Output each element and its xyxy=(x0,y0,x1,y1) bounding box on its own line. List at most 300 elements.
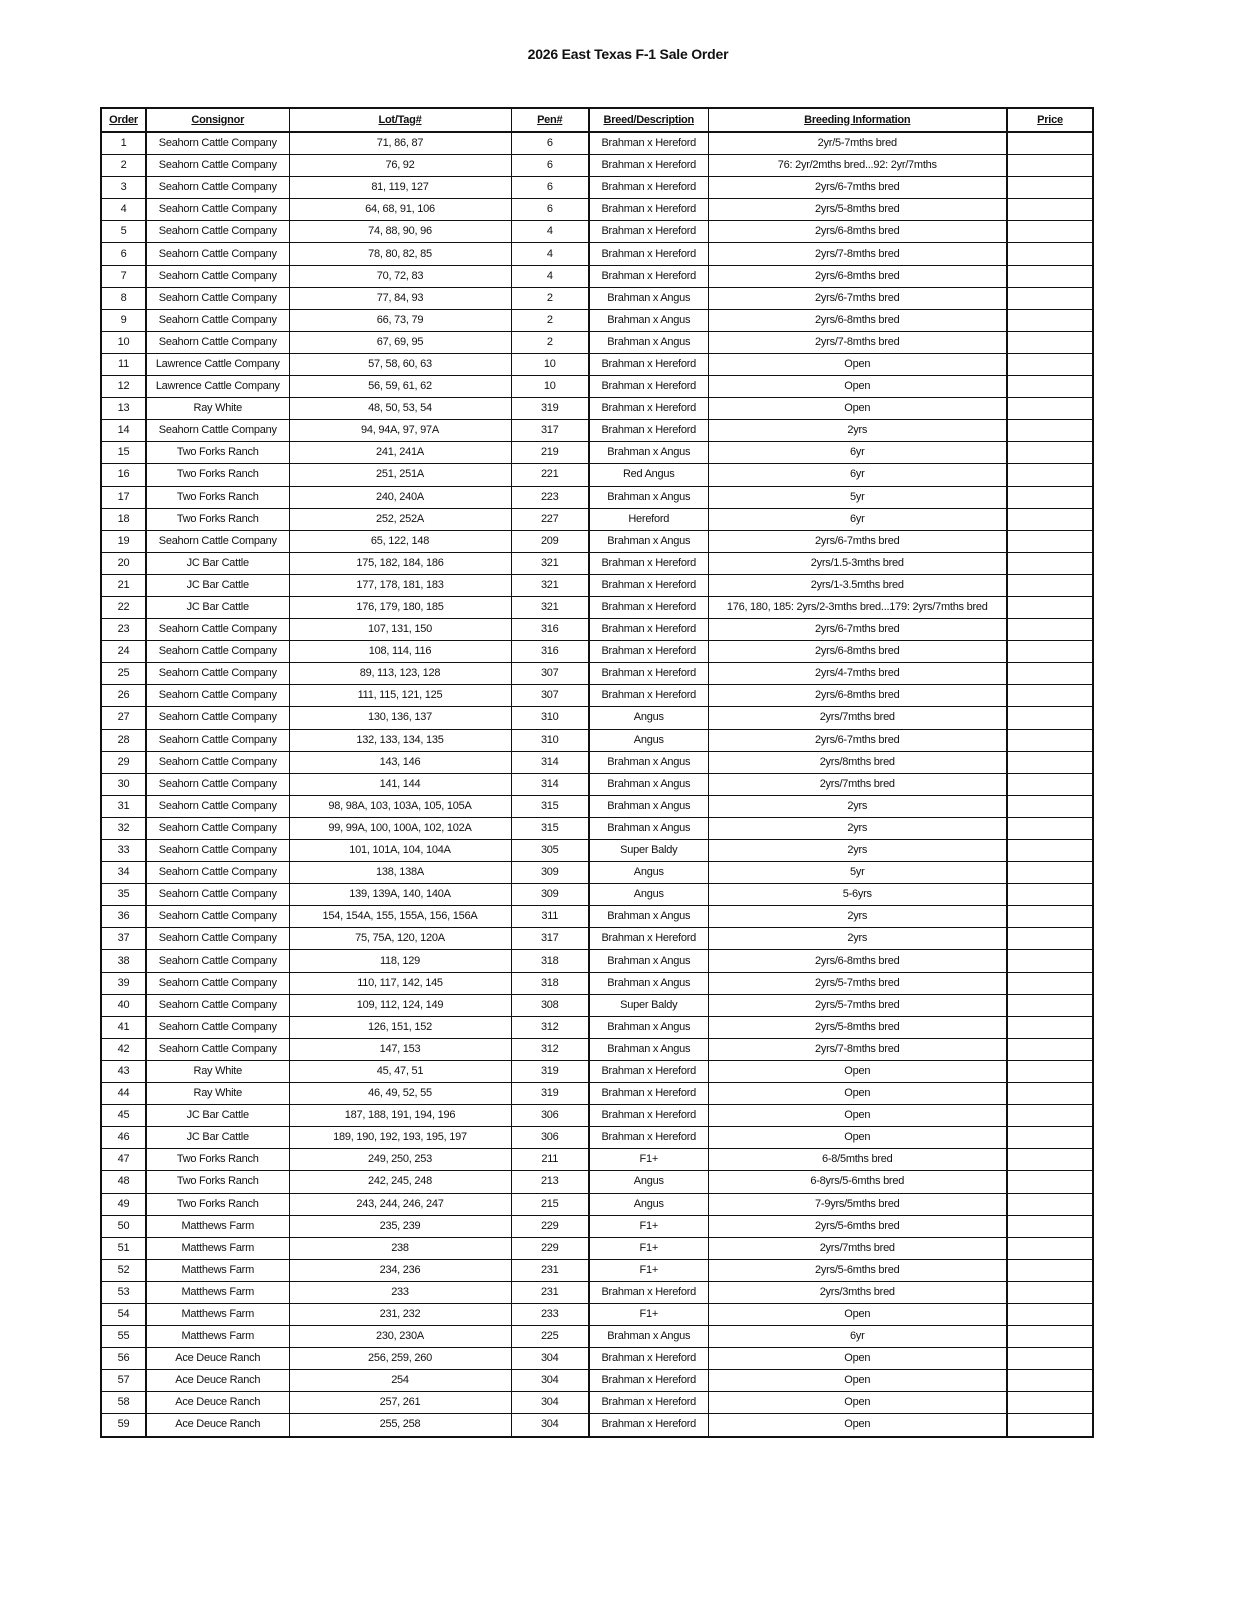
cell-consignor: Seahorn Cattle Company xyxy=(146,530,289,552)
table-row xyxy=(101,950,1093,972)
cell-pen: 315 xyxy=(511,795,589,817)
cell-price xyxy=(1007,950,1093,972)
cell-consignor: Matthews Farm xyxy=(146,1237,289,1259)
cell-lot-tag: 242, 245, 248 xyxy=(289,1171,511,1193)
cell-lot-tag: 109, 112, 124, 149 xyxy=(289,994,511,1016)
cell-consignor: JC Bar Cattle xyxy=(146,596,289,618)
cell-order: 15 xyxy=(101,442,146,464)
cell-consignor: Seahorn Cattle Company xyxy=(146,1016,289,1038)
cell-lot-tag: 78, 80, 82, 85 xyxy=(289,243,511,265)
table-row xyxy=(101,1303,1093,1325)
cell-order: 28 xyxy=(101,729,146,751)
cell-pen: 304 xyxy=(511,1392,589,1414)
cell-breeding-information: 2yrs/5-8mths bred xyxy=(708,1016,1007,1038)
cell-breeding-information: 2yrs/6-7mths bred xyxy=(708,729,1007,751)
cell-breed-description: Brahman x Hereford xyxy=(589,641,708,663)
cell-breeding-information: 76: 2yr/2mths bred...92: 2yr/7mths xyxy=(708,155,1007,177)
cell-breeding-information: 2yrs/8mths bred xyxy=(708,751,1007,773)
cell-consignor: Seahorn Cattle Company xyxy=(146,243,289,265)
cell-consignor: Two Forks Ranch xyxy=(146,486,289,508)
cell-order: 58 xyxy=(101,1392,146,1414)
cell-breed-description: Brahman x Hereford xyxy=(589,221,708,243)
cell-breed-description: Angus xyxy=(589,1171,708,1193)
table-row xyxy=(101,972,1093,994)
cell-breeding-information: 2yrs/7-8mths bred xyxy=(708,331,1007,353)
cell-pen: 6 xyxy=(511,155,589,177)
cell-pen: 314 xyxy=(511,773,589,795)
cell-price xyxy=(1007,707,1093,729)
cell-order: 39 xyxy=(101,972,146,994)
cell-consignor: Matthews Farm xyxy=(146,1215,289,1237)
cell-pen: 225 xyxy=(511,1326,589,1348)
table-row xyxy=(101,552,1093,574)
cell-pen: 6 xyxy=(511,199,589,221)
cell-breed-description: Brahman x Angus xyxy=(589,486,708,508)
cell-order: 41 xyxy=(101,1016,146,1038)
cell-breed-description: Brahman x Angus xyxy=(589,751,708,773)
cell-lot-tag: 243, 244, 246, 247 xyxy=(289,1193,511,1215)
cell-consignor: Ray White xyxy=(146,1083,289,1105)
table-row xyxy=(101,884,1093,906)
cell-consignor: Seahorn Cattle Company xyxy=(146,994,289,1016)
table-row xyxy=(101,1193,1093,1215)
cell-price xyxy=(1007,862,1093,884)
cell-pen: 308 xyxy=(511,994,589,1016)
cell-price xyxy=(1007,1193,1093,1215)
cell-breed-description: Angus xyxy=(589,884,708,906)
cell-lot-tag: 241, 241A xyxy=(289,442,511,464)
cell-pen: 317 xyxy=(511,420,589,442)
cell-pen: 209 xyxy=(511,530,589,552)
cell-order: 47 xyxy=(101,1149,146,1171)
cell-consignor: Seahorn Cattle Company xyxy=(146,331,289,353)
cell-breed-description: Brahman x Hereford xyxy=(589,398,708,420)
cell-order: 5 xyxy=(101,221,146,243)
cell-price xyxy=(1007,795,1093,817)
cell-breeding-information: Open xyxy=(708,353,1007,375)
cell-consignor: Seahorn Cattle Company xyxy=(146,884,289,906)
table-row xyxy=(101,619,1093,641)
cell-breeding-information: 2yrs/6-8mths bred xyxy=(708,309,1007,331)
cell-price xyxy=(1007,1171,1093,1193)
cell-order: 12 xyxy=(101,376,146,398)
cell-lot-tag: 110, 117, 142, 145 xyxy=(289,972,511,994)
table-row xyxy=(101,309,1093,331)
table-row xyxy=(101,707,1093,729)
cell-price xyxy=(1007,331,1093,353)
cell-consignor: Seahorn Cattle Company xyxy=(146,972,289,994)
cell-order: 9 xyxy=(101,309,146,331)
cell-breed-description: Brahman x Angus xyxy=(589,906,708,928)
cell-breed-description: Brahman x Angus xyxy=(589,530,708,552)
cell-breeding-information: 2yrs/6-7mths bred xyxy=(708,530,1007,552)
table-row xyxy=(101,596,1093,618)
cell-breed-description: Super Baldy xyxy=(589,840,708,862)
cell-lot-tag: 67, 69, 95 xyxy=(289,331,511,353)
cell-consignor: Two Forks Ranch xyxy=(146,442,289,464)
cell-breed-description: Brahman x Hereford xyxy=(589,376,708,398)
cell-breeding-information: 2yrs/6-7mths bred xyxy=(708,287,1007,309)
cell-pen: 307 xyxy=(511,663,589,685)
cell-price xyxy=(1007,1060,1093,1082)
cell-lot-tag: 176, 179, 180, 185 xyxy=(289,596,511,618)
cell-breed-description: F1+ xyxy=(589,1237,708,1259)
cell-breeding-information: 2yrs/5-7mths bred xyxy=(708,994,1007,1016)
cell-breeding-information: 2yrs/1.5-3mths bred xyxy=(708,552,1007,574)
cell-breed-description: Brahman x Hereford xyxy=(589,420,708,442)
cell-order: 6 xyxy=(101,243,146,265)
cell-breeding-information: 2yrs/6-8mths bred xyxy=(708,221,1007,243)
cell-breed-description: Brahman x Hereford xyxy=(589,1370,708,1392)
cell-lot-tag: 187, 188, 191, 194, 196 xyxy=(289,1105,511,1127)
cell-price xyxy=(1007,641,1093,663)
cell-consignor: Ray White xyxy=(146,1060,289,1082)
cell-breeding-information: 2yrs/4-7mths bred xyxy=(708,663,1007,685)
cell-breed-description: Brahman x Hereford xyxy=(589,155,708,177)
cell-pen: 304 xyxy=(511,1414,589,1437)
cell-lot-tag: 249, 250, 253 xyxy=(289,1149,511,1171)
cell-consignor: Seahorn Cattle Company xyxy=(146,641,289,663)
cell-consignor: Seahorn Cattle Company xyxy=(146,132,289,155)
cell-breeding-information: 2yrs/7mths bred xyxy=(708,1237,1007,1259)
cell-lot-tag: 141, 144 xyxy=(289,773,511,795)
table-body xyxy=(101,132,1093,1437)
cell-pen: 306 xyxy=(511,1105,589,1127)
cell-price xyxy=(1007,552,1093,574)
cell-pen: 309 xyxy=(511,862,589,884)
cell-lot-tag: 108, 114, 116 xyxy=(289,641,511,663)
cell-lot-tag: 257, 261 xyxy=(289,1392,511,1414)
cell-breed-description: Brahman x Hereford xyxy=(589,928,708,950)
cell-pen: 306 xyxy=(511,1127,589,1149)
table-row xyxy=(101,1215,1093,1237)
table-row xyxy=(101,331,1093,353)
cell-consignor: JC Bar Cattle xyxy=(146,574,289,596)
cell-order: 44 xyxy=(101,1083,146,1105)
cell-lot-tag: 81, 119, 127 xyxy=(289,177,511,199)
cell-breed-description: Brahman x Angus xyxy=(589,1038,708,1060)
table-row xyxy=(101,420,1093,442)
cell-pen: 211 xyxy=(511,1149,589,1171)
document-title: 2026 East Texas F-1 Sale Order xyxy=(527,46,729,62)
cell-breeding-information: 2yrs/7-8mths bred xyxy=(708,1038,1007,1060)
cell-consignor: Seahorn Cattle Company xyxy=(146,619,289,641)
table-row xyxy=(101,1149,1093,1171)
cell-price xyxy=(1007,508,1093,530)
cell-lot-tag: 101, 101A, 104, 104A xyxy=(289,840,511,862)
cell-order: 55 xyxy=(101,1326,146,1348)
table-row xyxy=(101,751,1093,773)
cell-breeding-information: 5yr xyxy=(708,486,1007,508)
cell-lot-tag: 154, 154A, 155, 155A, 156, 156A xyxy=(289,906,511,928)
table-row xyxy=(101,994,1093,1016)
cell-price xyxy=(1007,132,1093,155)
cell-breeding-information: 2yrs/5-6mths bred xyxy=(708,1215,1007,1237)
cell-breeding-information: 2yrs/7-8mths bred xyxy=(708,243,1007,265)
cell-breeding-information: 2yrs/6-8mths bred xyxy=(708,685,1007,707)
cell-pen: 318 xyxy=(511,950,589,972)
cell-pen: 231 xyxy=(511,1281,589,1303)
cell-price xyxy=(1007,420,1093,442)
cell-pen: 319 xyxy=(511,1060,589,1082)
table-row xyxy=(101,1060,1093,1082)
cell-lot-tag: 74, 88, 90, 96 xyxy=(289,221,511,243)
cell-breeding-information: 5-6yrs xyxy=(708,884,1007,906)
cell-order: 19 xyxy=(101,530,146,552)
cell-breeding-information: 6-8yrs/5-6mths bred xyxy=(708,1171,1007,1193)
cell-lot-tag: 143, 146 xyxy=(289,751,511,773)
cell-lot-tag: 233 xyxy=(289,1281,511,1303)
cell-pen: 2 xyxy=(511,287,589,309)
cell-breeding-information: Open xyxy=(708,1303,1007,1325)
table-row xyxy=(101,1127,1093,1149)
cell-order: 4 xyxy=(101,199,146,221)
table-row xyxy=(101,1171,1093,1193)
cell-lot-tag: 126, 151, 152 xyxy=(289,1016,511,1038)
cell-lot-tag: 132, 133, 134, 135 xyxy=(289,729,511,751)
cell-price xyxy=(1007,1016,1093,1038)
cell-order: 35 xyxy=(101,884,146,906)
cell-order: 21 xyxy=(101,574,146,596)
cell-order: 59 xyxy=(101,1414,146,1437)
cell-breeding-information: 2yrs xyxy=(708,906,1007,928)
cell-price xyxy=(1007,1414,1093,1437)
cell-order: 10 xyxy=(101,331,146,353)
cell-pen: 221 xyxy=(511,464,589,486)
cell-price xyxy=(1007,1127,1093,1149)
cell-breed-description: Brahman x Angus xyxy=(589,442,708,464)
cell-pen: 6 xyxy=(511,177,589,199)
cell-order: 43 xyxy=(101,1060,146,1082)
cell-order: 56 xyxy=(101,1348,146,1370)
cell-price xyxy=(1007,817,1093,839)
header-row xyxy=(101,108,1093,132)
cell-breed-description: Brahman x Hereford xyxy=(589,1127,708,1149)
cell-pen: 312 xyxy=(511,1038,589,1060)
cell-breed-description: Brahman x Angus xyxy=(589,331,708,353)
table-row xyxy=(101,795,1093,817)
cell-consignor: Seahorn Cattle Company xyxy=(146,309,289,331)
table-row xyxy=(101,243,1093,265)
cell-pen: 312 xyxy=(511,1016,589,1038)
cell-pen: 315 xyxy=(511,817,589,839)
cell-price xyxy=(1007,619,1093,641)
cell-order: 52 xyxy=(101,1259,146,1281)
cell-order: 23 xyxy=(101,619,146,641)
cell-lot-tag: 130, 136, 137 xyxy=(289,707,511,729)
cell-pen: 227 xyxy=(511,508,589,530)
cell-order: 26 xyxy=(101,685,146,707)
table-row xyxy=(101,177,1093,199)
cell-price xyxy=(1007,1348,1093,1370)
cell-order: 37 xyxy=(101,928,146,950)
cell-pen: 229 xyxy=(511,1237,589,1259)
cell-pen: 213 xyxy=(511,1171,589,1193)
cell-breeding-information: 2yrs/5-8mths bred xyxy=(708,199,1007,221)
cell-price xyxy=(1007,1303,1093,1325)
cell-price xyxy=(1007,486,1093,508)
cell-lot-tag: 56, 59, 61, 62 xyxy=(289,376,511,398)
cell-consignor: Two Forks Ranch xyxy=(146,1149,289,1171)
cell-pen: 318 xyxy=(511,972,589,994)
cell-price xyxy=(1007,840,1093,862)
cell-breed-description: Brahman x Hereford xyxy=(589,1083,708,1105)
cell-order: 53 xyxy=(101,1281,146,1303)
cell-consignor: Matthews Farm xyxy=(146,1326,289,1348)
cell-pen: 321 xyxy=(511,574,589,596)
cell-lot-tag: 107, 131, 150 xyxy=(289,619,511,641)
cell-pen: 304 xyxy=(511,1348,589,1370)
cell-breeding-information: Open xyxy=(708,1105,1007,1127)
cell-pen: 229 xyxy=(511,1215,589,1237)
cell-pen: 231 xyxy=(511,1259,589,1281)
cell-breed-description: Brahman x Angus xyxy=(589,1326,708,1348)
cell-breed-description: Brahman x Hereford xyxy=(589,199,708,221)
header-pen: Pen# xyxy=(511,108,589,132)
cell-consignor: JC Bar Cattle xyxy=(146,552,289,574)
cell-pen: 4 xyxy=(511,221,589,243)
cell-breeding-information: Open xyxy=(708,1414,1007,1437)
cell-breeding-information: 6yr xyxy=(708,464,1007,486)
cell-consignor: Seahorn Cattle Company xyxy=(146,663,289,685)
cell-breed-description: Angus xyxy=(589,1193,708,1215)
cell-order: 30 xyxy=(101,773,146,795)
cell-consignor: Seahorn Cattle Company xyxy=(146,840,289,862)
table-row xyxy=(101,1281,1093,1303)
cell-breed-description: Brahman x Hereford xyxy=(589,685,708,707)
cell-consignor: Matthews Farm xyxy=(146,1259,289,1281)
cell-breed-description: Brahman x Hereford xyxy=(589,353,708,375)
cell-pen: 319 xyxy=(511,398,589,420)
cell-breeding-information: 2yrs xyxy=(708,817,1007,839)
cell-consignor: Ace Deuce Ranch xyxy=(146,1392,289,1414)
cell-breeding-information: Open xyxy=(708,1392,1007,1414)
cell-breed-description: Brahman x Hereford xyxy=(589,177,708,199)
cell-price xyxy=(1007,243,1093,265)
cell-breed-description: F1+ xyxy=(589,1215,708,1237)
cell-consignor: Seahorn Cattle Company xyxy=(146,287,289,309)
cell-breeding-information: 2yrs/6-8mths bred xyxy=(708,265,1007,287)
cell-price xyxy=(1007,884,1093,906)
cell-breed-description: Brahman x Hereford xyxy=(589,596,708,618)
cell-price xyxy=(1007,928,1093,950)
cell-order: 54 xyxy=(101,1303,146,1325)
cell-order: 29 xyxy=(101,751,146,773)
table-row xyxy=(101,221,1093,243)
cell-breed-description: Brahman x Hereford xyxy=(589,1392,708,1414)
cell-breed-description: Red Angus xyxy=(589,464,708,486)
cell-lot-tag: 238 xyxy=(289,1237,511,1259)
cell-breed-description: Brahman x Hereford xyxy=(589,1105,708,1127)
cell-price xyxy=(1007,265,1093,287)
cell-breeding-information: Open xyxy=(708,398,1007,420)
cell-order: 34 xyxy=(101,862,146,884)
cell-breed-description: Brahman x Angus xyxy=(589,817,708,839)
cell-pen: 321 xyxy=(511,596,589,618)
cell-lot-tag: 235, 239 xyxy=(289,1215,511,1237)
table-row xyxy=(101,398,1093,420)
cell-order: 27 xyxy=(101,707,146,729)
cell-pen: 233 xyxy=(511,1303,589,1325)
cell-price xyxy=(1007,685,1093,707)
table-row xyxy=(101,464,1093,486)
cell-pen: 2 xyxy=(511,309,589,331)
cell-price xyxy=(1007,221,1093,243)
cell-order: 18 xyxy=(101,508,146,530)
cell-breed-description: Angus xyxy=(589,707,708,729)
cell-price xyxy=(1007,1281,1093,1303)
cell-consignor: Seahorn Cattle Company xyxy=(146,221,289,243)
cell-lot-tag: 177, 178, 181, 183 xyxy=(289,574,511,596)
table-row xyxy=(101,1105,1093,1127)
cell-breeding-information: 2yrs xyxy=(708,795,1007,817)
cell-breeding-information: 2yrs/6-8mths bred xyxy=(708,641,1007,663)
cell-price xyxy=(1007,199,1093,221)
cell-order: 11 xyxy=(101,353,146,375)
cell-breeding-information: 176, 180, 185: 2yrs/2-3mths bred...179: 2yrs/7mths bred xyxy=(708,596,1007,618)
table-row xyxy=(101,685,1093,707)
cell-consignor: Seahorn Cattle Company xyxy=(146,199,289,221)
cell-lot-tag: 94, 94A, 97, 97A xyxy=(289,420,511,442)
cell-breeding-information: 7-9yrs/5mths bred xyxy=(708,1193,1007,1215)
cell-lot-tag: 230, 230A xyxy=(289,1326,511,1348)
cell-price xyxy=(1007,353,1093,375)
cell-order: 2 xyxy=(101,155,146,177)
cell-order: 45 xyxy=(101,1105,146,1127)
cell-breed-description: Brahman x Hereford xyxy=(589,1060,708,1082)
table-row xyxy=(101,1414,1093,1437)
cell-order: 13 xyxy=(101,398,146,420)
cell-lot-tag: 57, 58, 60, 63 xyxy=(289,353,511,375)
cell-lot-tag: 99, 99A, 100, 100A, 102, 102A xyxy=(289,817,511,839)
cell-pen: 2 xyxy=(511,331,589,353)
table-row xyxy=(101,817,1093,839)
cell-pen: 10 xyxy=(511,376,589,398)
cell-lot-tag: 147, 153 xyxy=(289,1038,511,1060)
cell-price xyxy=(1007,442,1093,464)
cell-consignor: Matthews Farm xyxy=(146,1303,289,1325)
cell-breed-description: Angus xyxy=(589,862,708,884)
cell-pen: 314 xyxy=(511,751,589,773)
table-row xyxy=(101,508,1093,530)
cell-breeding-information: 2yrs xyxy=(708,420,1007,442)
cell-consignor: Matthews Farm xyxy=(146,1281,289,1303)
cell-breeding-information: Open xyxy=(708,1127,1007,1149)
cell-consignor: Seahorn Cattle Company xyxy=(146,1038,289,1060)
header-breed-description: Breed/Description xyxy=(589,108,708,132)
cell-breed-description: Brahman x Hereford xyxy=(589,574,708,596)
cell-consignor: Two Forks Ranch xyxy=(146,508,289,530)
cell-lot-tag: 118, 129 xyxy=(289,950,511,972)
table-row xyxy=(101,265,1093,287)
cell-price xyxy=(1007,663,1093,685)
cell-breed-description: F1+ xyxy=(589,1149,708,1171)
cell-consignor: JC Bar Cattle xyxy=(146,1127,289,1149)
cell-breed-description: Brahman x Angus xyxy=(589,950,708,972)
cell-breeding-information: 2yrs/7mths bred xyxy=(708,773,1007,795)
cell-order: 48 xyxy=(101,1171,146,1193)
cell-lot-tag: 77, 84, 93 xyxy=(289,287,511,309)
cell-pen: 6 xyxy=(511,132,589,155)
cell-order: 8 xyxy=(101,287,146,309)
table-row xyxy=(101,287,1093,309)
cell-order: 25 xyxy=(101,663,146,685)
header-order: Order xyxy=(101,108,146,132)
cell-price xyxy=(1007,1370,1093,1392)
cell-pen: 219 xyxy=(511,442,589,464)
cell-order: 57 xyxy=(101,1370,146,1392)
cell-breed-description: Brahman x Hereford xyxy=(589,1348,708,1370)
